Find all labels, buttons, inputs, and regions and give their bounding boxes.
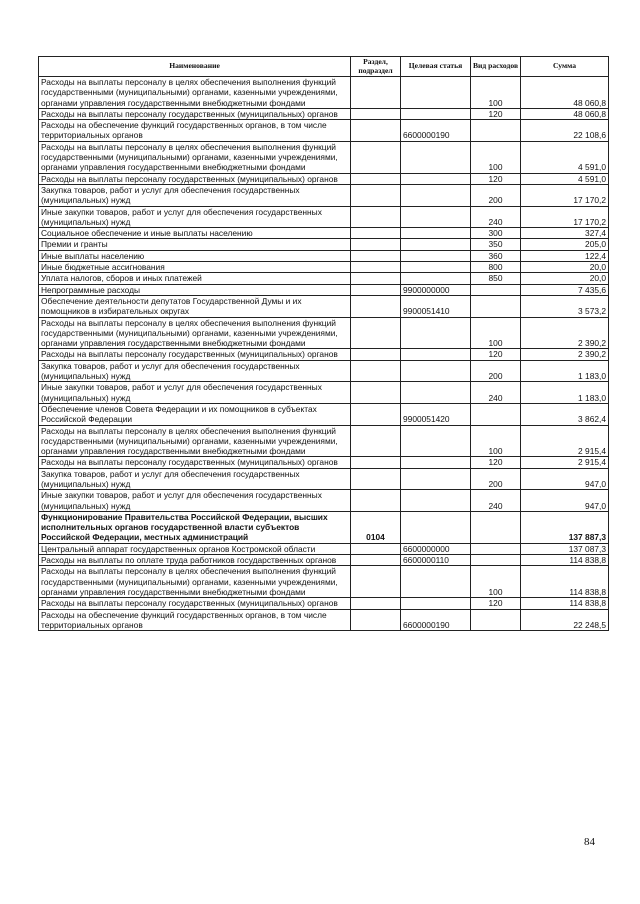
row-sum: 4 591,0 — [521, 141, 609, 173]
row-sum: 114 838,8 — [521, 566, 609, 598]
table-row — [39, 141, 609, 173]
row-sum: 114 838,8 — [521, 598, 609, 609]
table-row — [39, 206, 609, 228]
table-row — [39, 273, 609, 284]
row-sum: 2 915,4 — [521, 425, 609, 457]
row-type: 100 — [471, 141, 521, 173]
table-header-row — [39, 57, 609, 77]
row-sum: 22 108,6 — [521, 120, 609, 142]
row-target — [401, 425, 471, 457]
row-section — [351, 566, 401, 598]
row-sum: 2 390,2 — [521, 349, 609, 360]
row-type: 120 — [471, 108, 521, 119]
row-name: Закупка товаров, работ и услуг для обеспечения государственных (муниципальных) нужд — [39, 360, 351, 382]
row-target — [401, 566, 471, 598]
row-name: Премии и гранты — [39, 239, 351, 250]
row-sum: 327,4 — [521, 228, 609, 239]
row-type — [471, 295, 521, 317]
table-row — [39, 598, 609, 609]
row-type: 200 — [471, 468, 521, 490]
table-row — [39, 403, 609, 425]
table-row — [39, 457, 609, 468]
row-section — [351, 543, 401, 554]
row-type: 240 — [471, 490, 521, 512]
row-name: Расходы на обеспечение функций государственных органов, в том числе территориальных органов — [39, 609, 351, 631]
row-name: Социальное обеспечение и иные выплаты населению — [39, 228, 351, 239]
row-section — [351, 425, 401, 457]
row-name: Уплата налогов, сборов и иных платежей — [39, 273, 351, 284]
row-name: Иные закупки товаров, работ и услуг для обеспечения государственных (муниципальных) нужд — [39, 206, 351, 228]
row-target — [401, 598, 471, 609]
row-target — [401, 141, 471, 173]
row-name: Расходы на выплаты по оплате труда работников государственных органов — [39, 555, 351, 566]
row-target — [401, 317, 471, 349]
row-target — [401, 228, 471, 239]
row-target: 6600000110 — [401, 555, 471, 566]
row-section — [351, 184, 401, 206]
row-sum: 122,4 — [521, 250, 609, 261]
row-name: Расходы на выплаты персоналу государственных (муниципальных) органов — [39, 108, 351, 119]
row-name: Расходы на выплаты персоналу в целях обеспечения выполнения функций государственными (муниципальными) органами, казенными учреждениями, органами управления государственными внебюджетными фондами — [39, 566, 351, 598]
row-name: Расходы на выплаты персоналу государственных (муниципальных) органов — [39, 349, 351, 360]
row-sum: 17 170,2 — [521, 206, 609, 228]
row-target — [401, 349, 471, 360]
row-type: 100 — [471, 77, 521, 109]
row-sum: 947,0 — [521, 468, 609, 490]
table-row — [39, 511, 609, 543]
row-sum: 17 170,2 — [521, 184, 609, 206]
table-row — [39, 349, 609, 360]
table-row — [39, 284, 609, 295]
table-row — [39, 120, 609, 142]
row-target: 6600000000 — [401, 543, 471, 554]
row-target: 9900051410 — [401, 295, 471, 317]
row-section — [351, 382, 401, 404]
row-name: Расходы на обеспечение функций государственных органов, в том числе территориальных органов — [39, 120, 351, 142]
budget-table — [38, 56, 609, 631]
row-name: Иные бюджетные ассигнования — [39, 262, 351, 273]
row-type: 240 — [471, 206, 521, 228]
row-name: Расходы на выплаты персоналу государственных (муниципальных) органов — [39, 173, 351, 184]
row-target — [401, 77, 471, 109]
row-section — [351, 173, 401, 184]
row-type: 100 — [471, 425, 521, 457]
row-sum: 4 591,0 — [521, 173, 609, 184]
row-type — [471, 284, 521, 295]
table-row — [39, 360, 609, 382]
row-name: Иные выплаты населению — [39, 250, 351, 261]
table-row — [39, 250, 609, 261]
row-sum: 48 060,8 — [521, 108, 609, 119]
row-target — [401, 184, 471, 206]
page-number: 84 — [584, 836, 595, 848]
row-sum: 7 435,6 — [521, 284, 609, 295]
row-target — [401, 250, 471, 261]
row-type — [471, 403, 521, 425]
row-section — [351, 349, 401, 360]
row-section — [351, 284, 401, 295]
row-target — [401, 360, 471, 382]
row-name: Иные закупки товаров, работ и услуг для обеспечения государственных (муниципальных) нужд — [39, 490, 351, 512]
table-row — [39, 543, 609, 554]
row-type: 360 — [471, 250, 521, 261]
row-target — [401, 490, 471, 512]
row-section — [351, 295, 401, 317]
row-section — [351, 317, 401, 349]
row-section — [351, 228, 401, 239]
row-type: 350 — [471, 239, 521, 250]
row-sum: 3 862,4 — [521, 403, 609, 425]
row-type: 120 — [471, 598, 521, 609]
row-name: Функционирование Правительства Российской Федерации, высших исполнительных органов государственной власти субъектов Российской Федерации, местных администраций — [39, 511, 351, 543]
row-section — [351, 206, 401, 228]
row-section — [351, 262, 401, 273]
row-type: 850 — [471, 273, 521, 284]
row-sum: 137 087,3 — [521, 543, 609, 554]
row-type — [471, 543, 521, 554]
row-name: Центральный аппарат государственных органов Костромской области — [39, 543, 351, 554]
row-name: Обеспечение членов Совета Федерации и их помощников в субъектах Российской Федерации — [39, 403, 351, 425]
table-row — [39, 382, 609, 404]
row-section — [351, 250, 401, 261]
row-section — [351, 468, 401, 490]
row-target: 6600000190 — [401, 120, 471, 142]
table-row — [39, 555, 609, 566]
table-row — [39, 566, 609, 598]
row-section — [351, 273, 401, 284]
table-row — [39, 77, 609, 109]
row-section — [351, 239, 401, 250]
row-section — [351, 108, 401, 119]
row-name: Иные закупки товаров, работ и услуг для обеспечения государственных (муниципальных) нужд — [39, 382, 351, 404]
row-name: Расходы на выплаты персоналу в целях обеспечения выполнения функций государственными (муниципальными) органами, казенными учреждениями, органами управления государственными внебюджетными фондами — [39, 141, 351, 173]
row-type: 120 — [471, 457, 521, 468]
row-target: 9900051420 — [401, 403, 471, 425]
row-target — [401, 511, 471, 543]
row-target — [401, 273, 471, 284]
row-section — [351, 457, 401, 468]
table-row — [39, 262, 609, 273]
table-row — [39, 468, 609, 490]
row-section — [351, 609, 401, 631]
row-section — [351, 141, 401, 173]
row-section — [351, 403, 401, 425]
row-type — [471, 511, 521, 543]
row-sum: 205,0 — [521, 239, 609, 250]
row-sum: 2 915,4 — [521, 457, 609, 468]
row-name: Расходы на выплаты персоналу государственных (муниципальных) органов — [39, 457, 351, 468]
row-target — [401, 468, 471, 490]
row-target — [401, 382, 471, 404]
row-target: 9900000000 — [401, 284, 471, 295]
table-row — [39, 317, 609, 349]
row-section — [351, 555, 401, 566]
table-row — [39, 490, 609, 512]
header-name: Наименование — [39, 57, 351, 77]
row-type: 120 — [471, 349, 521, 360]
header-sum: Сумма — [521, 57, 609, 77]
row-name: Непрограммные расходы — [39, 284, 351, 295]
row-type — [471, 120, 521, 142]
table-row — [39, 228, 609, 239]
row-target — [401, 457, 471, 468]
row-section — [351, 120, 401, 142]
row-target — [401, 262, 471, 273]
row-sum: 1 183,0 — [521, 360, 609, 382]
header-type: Вид расходов — [471, 57, 521, 77]
header-target: Целевая статья — [401, 57, 471, 77]
row-sum: 3 573,2 — [521, 295, 609, 317]
row-name: Закупка товаров, работ и услуг для обеспечения государственных (муниципальных) нужд — [39, 468, 351, 490]
row-name: Расходы на выплаты персоналу в целях обеспечения выполнения функций государственными (муниципальными) органами, казенными учреждениями, органами управления государственными внебюджетными фондами — [39, 317, 351, 349]
table-row — [39, 173, 609, 184]
table-row — [39, 239, 609, 250]
table-body — [39, 77, 609, 631]
row-section — [351, 77, 401, 109]
row-name: Закупка товаров, работ и услуг для обеспечения государственных (муниципальных) нужд — [39, 184, 351, 206]
row-target — [401, 108, 471, 119]
row-type: 100 — [471, 317, 521, 349]
table-row — [39, 609, 609, 631]
row-sum: 2 390,2 — [521, 317, 609, 349]
table-row — [39, 295, 609, 317]
row-type — [471, 609, 521, 631]
row-sum: 20,0 — [521, 262, 609, 273]
row-target — [401, 206, 471, 228]
row-sum: 137 887,3 — [521, 511, 609, 543]
row-sum: 20,0 — [521, 273, 609, 284]
table-row — [39, 108, 609, 119]
row-section — [351, 360, 401, 382]
header-section: Раздел, подраздел — [351, 57, 401, 77]
row-target — [401, 173, 471, 184]
row-type: 100 — [471, 566, 521, 598]
row-name: Обеспечение деятельности депутатов Государственной Думы и их помощников в избирательных округах — [39, 295, 351, 317]
row-section — [351, 598, 401, 609]
row-name: Расходы на выплаты персоналу государственных (муниципальных) органов — [39, 598, 351, 609]
row-sum: 22 248,5 — [521, 609, 609, 631]
row-sum: 947,0 — [521, 490, 609, 512]
row-sum: 48 060,8 — [521, 77, 609, 109]
row-type: 240 — [471, 382, 521, 404]
row-type: 300 — [471, 228, 521, 239]
row-type: 800 — [471, 262, 521, 273]
row-sum: 1 183,0 — [521, 382, 609, 404]
row-type: 200 — [471, 184, 521, 206]
row-section — [351, 490, 401, 512]
row-section: 0104 — [351, 511, 401, 543]
table-row — [39, 184, 609, 206]
row-type: 200 — [471, 360, 521, 382]
row-type: 120 — [471, 173, 521, 184]
row-name: Расходы на выплаты персоналу в целях обеспечения выполнения функций государственными (муниципальными) органами, казенными учреждениями, органами управления государственными внебюджетными фондами — [39, 425, 351, 457]
row-name: Расходы на выплаты персоналу в целях обеспечения выполнения функций государственными (муниципальными) органами, казенными учреждениями, органами управления государственными внебюджетными фондами — [39, 77, 351, 109]
row-type — [471, 555, 521, 566]
row-target — [401, 239, 471, 250]
row-sum: 114 838,8 — [521, 555, 609, 566]
row-target: 6600000190 — [401, 609, 471, 631]
table-row — [39, 425, 609, 457]
